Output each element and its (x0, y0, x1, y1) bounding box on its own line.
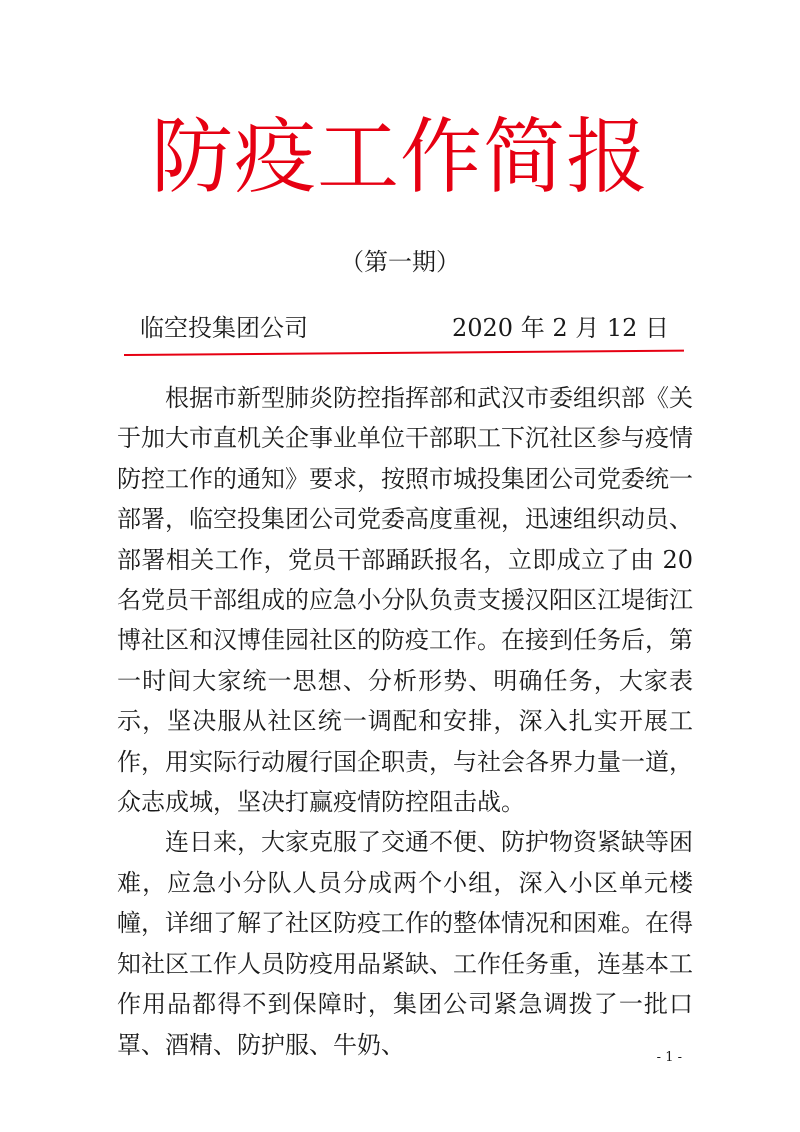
report-date: 2020 年 2 月 12 日 (452, 314, 670, 342)
page-number: - 1 - (656, 1050, 682, 1065)
body-paragraph-1: 根据市新型肺炎防控指挥部和武汉市委组织部《关于加大市直机关企事业单位干部职工下沉社区参与疫情防控工作的通知》要求，按照市城投集团公司党委统一部署，临空投集团公司党委高度重视，迅速组织动员、部署相关工作，党员干部踊跃报名，立即成立了由 20 名党员干部组成的应急小分队负责支援汉阳区江堤街江博社区和汉博佳园社区的防疫工作。在接到任务后，第一时间大家统一思想、分析形势、明确任务，大家表示，坚决服从社区统一调配和安排，深入扎实开展工作，用实际行动履行国企职责，与社会各界力量一道，众志成城，坚决打赢疫情防控阻击战。 (117, 384, 693, 817)
report-title: 防疫工作简报 (150, 110, 649, 205)
red-divider-line (124, 350, 684, 356)
body-paragraph-2: 连日来，大家克服了交通不便、防护物资紧缺等困难，应急小分队人员分成两个小组，深入小区单元楼幢，详细了解了社区防疫工作的整体情况和困难。在得知社区工作人员防疫用品紧缺、工作任务重，连基本工作用品都得不到保障时，集团公司紧急调拨了一批口罩、酒精、防护服、牛奶、 (117, 828, 693, 1059)
organization-name: 临空投集团公司 (140, 314, 308, 342)
report-body (117, 378, 693, 1065)
issue-number: （第一期） (340, 248, 460, 276)
